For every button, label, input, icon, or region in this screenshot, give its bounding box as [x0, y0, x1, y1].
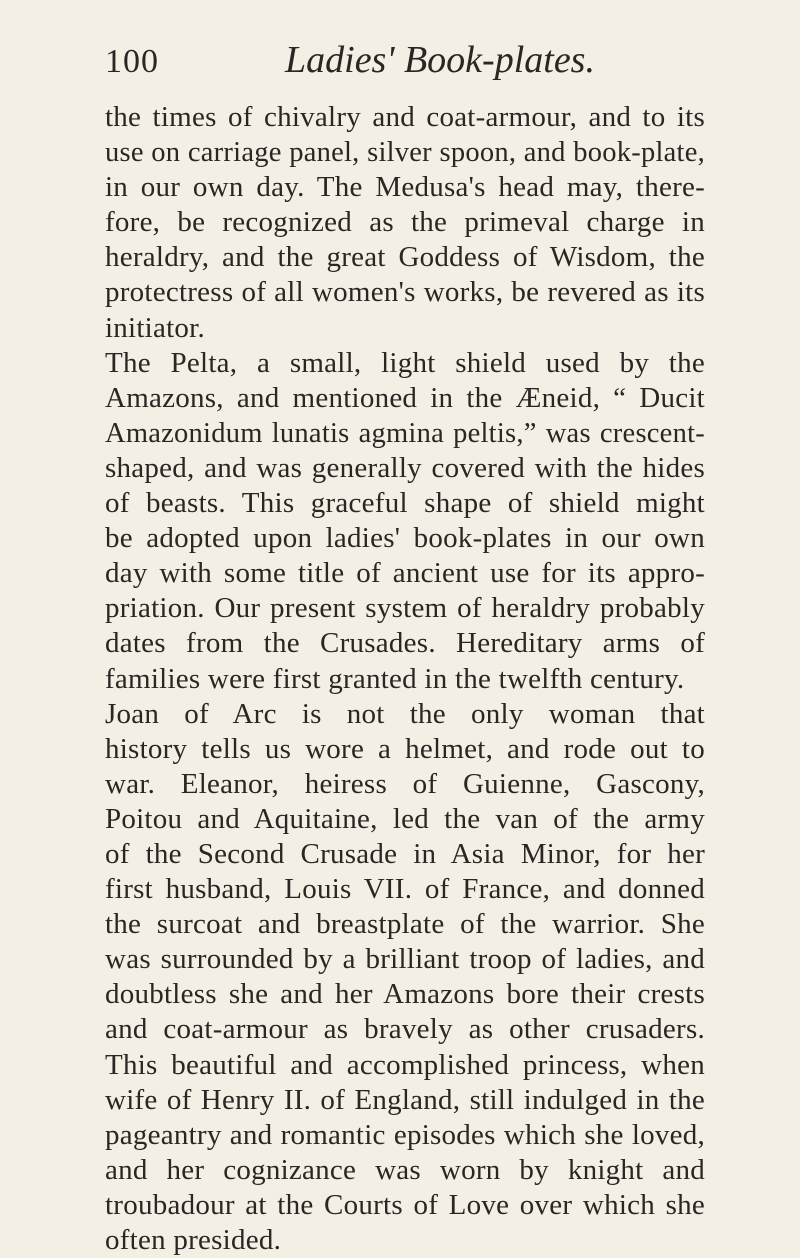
text-line: heraldry, and the great Goddess of Wisdom, the	[105, 241, 705, 274]
page-header	[105, 38, 705, 88]
page-number: 100	[105, 43, 159, 80]
text-line: first husband, Louis VII. of France, and donned	[105, 873, 705, 906]
text-line: use on carriage panel, silver spoon, and book-plate,	[105, 137, 705, 169]
text-line: dates from the Crusades. Hereditary arms of	[105, 627, 705, 660]
text-line: Joan of Arc is not the only woman that	[105, 697, 705, 730]
text-line: be adopted upon ladies' book-plates in our own	[105, 522, 705, 555]
body-text	[105, 100, 705, 1258]
text-line: priation. Our present system of heraldry probably	[105, 592, 705, 625]
text-line: families were first granted in the twelfth century.	[105, 662, 685, 695]
text-line: Poitou and Aquitaine, led the van of the army	[105, 802, 705, 835]
running-title: Ladies' Book-plates.	[285, 39, 595, 81]
text-line: wife of Henry II. of England, still indulged in the	[105, 1083, 705, 1116]
text-line: fore, be recognized as the primeval charge in	[105, 206, 705, 239]
text-line: of beasts. This graceful shape of shield might	[105, 487, 705, 520]
text-line: of the Second Crusade in Asia Minor, for her	[105, 837, 705, 870]
text-line: The Pelta, a small, light shield used by the	[105, 346, 705, 379]
text-line: pageantry and romantic episodes which she loved,	[105, 1118, 705, 1151]
text-line: was surrounded by a brilliant troop of ladies, and	[105, 943, 705, 976]
text-line: and her cognizance was worn by knight and	[105, 1153, 705, 1186]
text-line: the surcoat and breastplate of the warrior. She	[105, 908, 705, 941]
text-line: often presided.	[105, 1224, 282, 1256]
text-line: Amazonidum lunatis agmina peltis,” was crescent-	[105, 417, 705, 449]
text-line: troubadour at the Courts of Love over which she	[105, 1188, 705, 1221]
text-line: war. Eleanor, heiress of Guienne, Gascony,	[105, 767, 705, 800]
text-line: in our own day. The Medusa's head may, there-	[105, 171, 705, 204]
text-line: shaped, and was generally covered with the hides	[105, 451, 705, 484]
text-line: This beautiful and accomplished princess, when	[105, 1048, 705, 1081]
text-line: protectress of all women's works, be revered as its	[105, 276, 705, 309]
text-line: initiator.	[105, 311, 205, 344]
text-line: doubtless she and her Amazons bore their crests	[105, 978, 705, 1011]
text-line: and coat-armour as bravely as other crusaders.	[105, 1013, 705, 1046]
text-line: the times of chivalry and coat-armour, and to its	[105, 101, 705, 133]
text-line: day with some title of ancient use for its appro-	[105, 557, 705, 590]
text-line: Amazons, and mentioned in the Æneid, “ Ducit	[105, 381, 705, 414]
text-line: history tells us wore a helmet, and rode out to	[105, 732, 705, 765]
